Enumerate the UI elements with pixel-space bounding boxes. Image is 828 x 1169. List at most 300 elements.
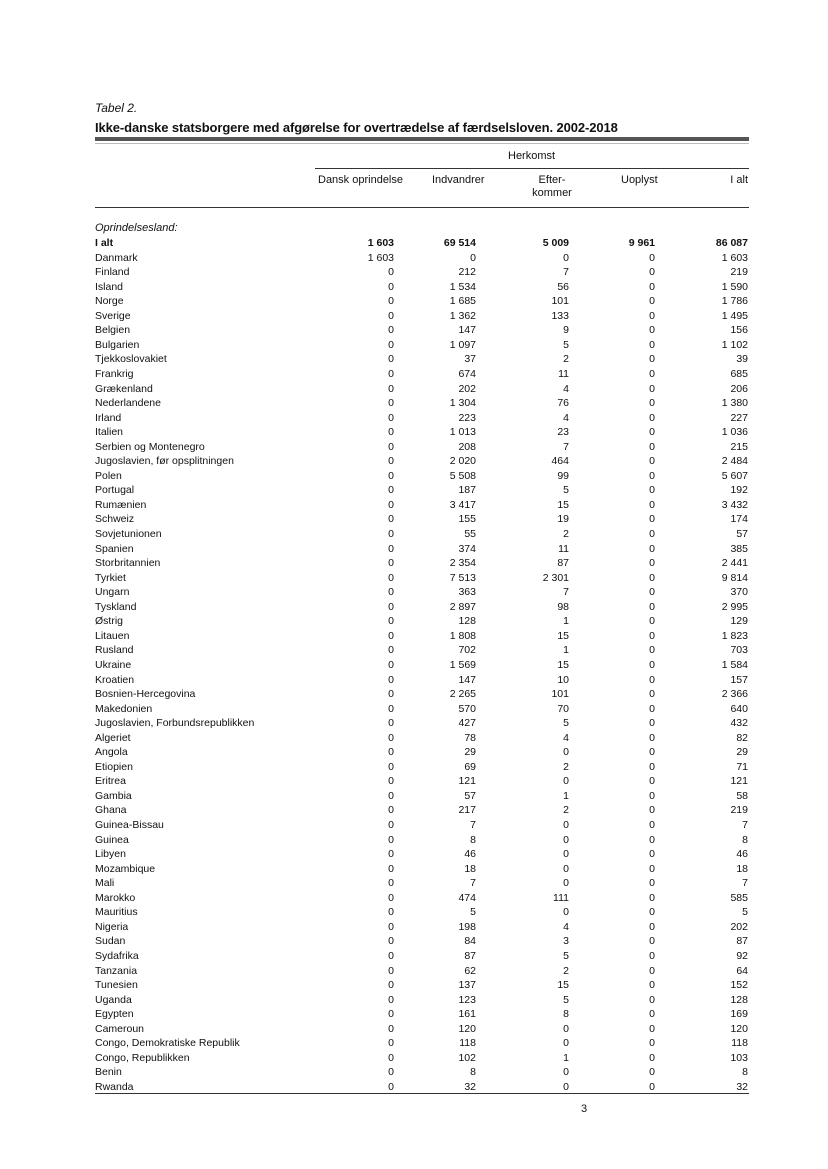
row-country-name: Tanzania [95,964,138,977]
table-row [0,964,828,978]
row-value-cell: 0 [388,295,394,308]
row-value-cell: 0 [649,1008,655,1021]
row-value-cell: 0 [470,251,476,264]
row-value-cell: 4 [563,411,569,424]
table-row [0,483,828,497]
row-value-cell: 174 [730,513,748,526]
table-row [0,949,828,963]
row-value-cell: 5 [563,338,569,351]
row-value-cell: 702 [458,644,476,657]
row-value-cell: 2 484 [721,455,748,468]
row-value-cell: 685 [730,367,748,380]
row-value-cell: 0 [563,819,569,831]
row-value-cell: 0 [649,440,655,453]
row-value-cell: 46 [736,848,748,861]
row-value-cell: 0 [388,993,394,1006]
table-row [0,280,828,294]
row-country-name: Rwanda [95,1080,134,1093]
row-value-cell: 0 [388,280,394,293]
row-country-name: Congo, Republikken [95,1051,190,1064]
row-value-cell: 2 897 [449,600,476,613]
row-value-cell: 0 [649,964,655,977]
row-value-cell: 70 [557,702,569,715]
row-value-cell: 427 [458,717,476,730]
row-value-cell: 55 [464,528,476,540]
row-value-cell: 147 [458,324,476,337]
row-value-cell: 0 [388,542,394,555]
row-value-cell: 2 441 [721,557,748,570]
row-value-cell: 0 [388,513,394,526]
table-row [0,658,828,672]
table-row [0,789,828,803]
row-country-name: Mali [95,877,115,890]
row-country-name: Litauen [95,629,130,642]
column-header-dansk-oprindelse: Dansk oprindelse [318,174,403,186]
row-value-cell: 62 [464,964,476,977]
row-country-name: Ungarn [95,586,130,599]
row-value-cell: 0 [388,309,394,322]
row-value-cell: 1 304 [449,397,476,410]
row-value-cell: 0 [649,469,655,482]
row-value-cell: 0 [388,935,394,948]
row-country-name: Serbien og Montenegro [95,440,205,453]
table-row [0,862,828,876]
row-value-cell: 46 [464,848,476,861]
row-value-cell: 0 [388,629,394,642]
row-value-cell: 0 [649,513,655,526]
row-country-name: Ghana [95,804,127,817]
row-value-cell: 0 [563,1066,569,1079]
row-value-cell: 0 [388,426,394,439]
row-country-name: Belgien [95,324,131,337]
row-value-cell: 0 [388,731,394,744]
row-value-cell: 432 [730,717,748,730]
row-value-cell: 1 603 [367,251,394,264]
table-row [0,309,828,323]
row-value-cell: 11 [558,367,569,380]
row-value-cell: 8 [470,1066,476,1079]
row-value-cell: 1 [563,644,569,657]
row-country-name: Sydafrika [95,949,139,962]
row-value-cell: 208 [458,440,476,453]
row-value-cell: 71 [736,760,748,773]
row-value-cell: 0 [649,629,655,642]
row-value-cell: 103 [730,1051,748,1064]
table-row [0,512,828,526]
row-value-cell: 0 [388,469,394,482]
row-value-cell: 0 [388,1066,394,1079]
row-value-cell: 78 [464,731,476,744]
row-country-name: Grækenland [95,382,153,395]
row-value-cell: 0 [649,935,655,948]
row-value-cell: 2 265 [449,688,476,701]
row-value-cell: 0 [649,702,655,715]
row-value-cell: 0 [388,266,394,279]
row-country-name: Libyen [95,848,126,861]
row-country-name: Cameroun [95,1022,145,1035]
row-value-cell: 5 [563,484,569,497]
row-value-cell: 129 [730,615,748,628]
row-value-cell: 0 [563,775,569,788]
row-value-cell: 703 [730,644,748,657]
table-row [0,585,828,599]
row-value-cell: 8 [563,1008,569,1021]
row-value-cell: 0 [388,338,394,351]
row-country-name: Italien [95,426,124,439]
row-value-cell: 0 [388,789,394,802]
row-value-cell: 1 808 [449,629,476,642]
row-country-name: Bulgarien [95,338,140,351]
row-value-cell: 385 [730,542,748,555]
row-value-cell: 118 [731,1037,748,1050]
table-row [0,731,828,745]
row-country-name: Congo, Demokratiske Republik [95,1037,240,1050]
row-country-name: Rusland [95,644,134,657]
row-value-cell: 1 [563,1051,569,1064]
row-value-cell: 202 [730,920,748,933]
table-row [0,411,828,425]
row-country-name: Tunesien [95,979,138,992]
row-country-name: Finland [95,266,130,279]
row-value-cell: 5 607 [721,469,748,482]
row-value-cell: 87 [557,557,569,570]
row-value-cell: 0 [388,411,394,424]
row-value-cell: 1 102 [721,338,748,351]
row-value-cell: 0 [388,717,394,730]
row-country-name: Frankrig [95,367,134,380]
row-value-cell: 0 [649,1066,655,1079]
row-value-cell: 0 [388,877,394,890]
row-value-cell: 0 [649,920,655,933]
row-value-cell: 192 [730,484,748,497]
row-value-cell: 8 [470,833,476,846]
row-value-cell: 86 087 [715,237,748,249]
row-value-cell: 1 036 [721,426,748,439]
row-value-cell: 15 [557,979,569,992]
table-row [0,1051,828,1065]
row-value-cell: 206 [730,382,748,395]
row-value-cell: 0 [388,891,394,904]
row-value-cell: 7 [742,819,748,831]
row-value-cell: 18 [464,862,476,875]
row-country-name: Island [95,280,124,293]
row-value-cell: 0 [649,877,655,890]
row-value-cell: 0 [649,484,655,497]
row-country-name: Algeriet [95,731,131,744]
row-value-cell: 464 [551,455,569,468]
row-value-cell: 1 590 [721,280,748,293]
row-value-cell: 0 [563,1037,569,1050]
row-value-cell: 212 [458,266,476,279]
row-value-cell: 121 [730,775,748,788]
row-value-cell: 64 [736,964,748,977]
row-value-cell: 5 [563,949,569,962]
row-value-cell: 0 [649,1051,655,1064]
row-value-cell: 137 [458,979,476,992]
row-value-cell: 0 [649,586,655,599]
column-header-uoplyst: Uoplyst [621,174,658,186]
row-value-cell: 2 [563,528,569,540]
row-value-cell: 121 [458,775,476,788]
table-row [0,1065,828,1079]
row-value-cell: 39 [736,353,748,366]
row-value-cell: 1 603 [721,251,748,264]
table-row [0,1007,828,1021]
row-country-name: Polen [95,469,122,482]
row-country-name: Tjekkoslovakiet [95,353,167,366]
row-value-cell: 0 [388,586,394,599]
row-value-cell: 3 417 [449,498,476,511]
row-value-cell: 0 [649,542,655,555]
row-value-cell: 0 [388,440,394,453]
row-value-cell: 9 [563,324,569,337]
row-value-cell: 0 [649,455,655,468]
row-value-cell: 1 569 [449,658,476,671]
row-value-cell: 363 [458,586,476,599]
row-value-cell: 0 [388,382,394,395]
row-value-cell: 0 [649,891,655,904]
row-value-cell: 3 432 [721,498,748,511]
table-row [0,323,828,337]
row-value-cell: 123 [458,993,476,1006]
row-country-name: Østrig [95,615,124,628]
row-value-cell: 102 [458,1051,476,1064]
table-row [0,440,828,454]
row-country-name: Irland [95,411,122,424]
row-value-cell: 0 [649,528,655,540]
row-country-name: Spanien [95,542,134,555]
row-value-cell: 0 [388,979,394,992]
row-value-cell: 157 [730,673,748,686]
row-country-name: Uganda [95,993,132,1006]
row-value-cell: 0 [649,571,655,584]
table-row [0,687,828,701]
row-value-cell: 0 [649,979,655,992]
row-value-cell: 0 [649,862,655,875]
row-value-cell: 0 [649,600,655,613]
row-value-cell: 219 [730,804,748,817]
row-value-cell: 0 [388,498,394,511]
table-row [0,876,828,890]
row-value-cell: 23 [557,426,569,439]
row-value-cell: 0 [388,324,394,337]
row-country-name: Angola [95,746,128,759]
row-value-cell: 120 [730,1022,748,1035]
row-value-cell: 202 [458,382,476,395]
row-country-name: Mozambique [95,862,156,875]
row-value-cell: 0 [388,615,394,628]
row-value-cell: 640 [730,702,748,715]
table-row [0,367,828,381]
table-row [0,1022,828,1036]
row-country-name: Tyrkiet [95,571,126,584]
row-value-cell: 0 [388,964,394,977]
column-header-i-alt: I alt [730,174,748,186]
row-value-cell: 0 [388,484,394,497]
row-value-cell: 0 [563,848,569,861]
row-value-cell: 128 [458,615,476,628]
row-value-cell: 4 [563,731,569,744]
table-row [0,600,828,614]
row-country-name: Nederlandene [95,397,161,410]
row-country-name: Sovjetunionen [95,528,162,540]
row-value-cell: 15 [557,498,569,511]
row-value-cell: 0 [649,746,655,759]
row-value-cell: 215 [730,440,748,453]
row-value-cell: 223 [458,411,476,424]
table-row [0,542,828,556]
row-value-cell: 0 [388,906,394,919]
row-value-cell: 84 [464,935,476,948]
row-value-cell: 0 [388,746,394,759]
row-country-name: I alt [95,237,114,249]
row-value-cell: 15 [557,658,569,671]
row-value-cell: 2 [563,760,569,773]
row-value-cell: 0 [388,862,394,875]
row-value-cell: 0 [649,673,655,686]
row-value-cell: 0 [649,353,655,366]
row-value-cell: 1 495 [721,309,748,322]
table-row [0,382,828,396]
page-number: 3 [581,1103,588,1115]
row-value-cell: 0 [649,397,655,410]
row-value-cell: 32 [736,1080,748,1093]
row-value-cell: 0 [649,367,655,380]
row-country-name: Bosnien-Hercegovina [95,688,196,701]
row-value-cell: 370 [730,586,748,599]
row-value-cell: 0 [649,804,655,817]
row-value-cell: 0 [563,251,569,264]
row-value-cell: 69 514 [443,237,476,249]
row-value-cell: 10 [557,673,569,686]
title-rule [95,137,749,141]
row-value-cell: 101 [551,688,569,701]
table-row [0,745,828,759]
row-value-cell: 18 [736,862,748,875]
row-value-cell: 0 [649,280,655,293]
row-country-name: Etiopien [95,760,133,773]
row-value-cell: 1 584 [721,658,748,671]
row-value-cell: 37 [464,353,476,366]
table-row [0,643,828,657]
row-value-cell: 0 [649,1080,655,1093]
row-value-cell: 8 [742,833,748,846]
row-country-name: Makedonien [95,702,153,715]
row-value-cell: 5 [470,906,476,919]
row-value-cell: 99 [557,469,569,482]
table-row [0,527,828,541]
row-value-cell: 128 [730,993,748,1006]
row-value-cell: 0 [388,658,394,671]
row-value-cell: 56 [557,280,569,293]
row-value-cell: 0 [388,644,394,657]
row-value-cell: 0 [649,382,655,395]
row-value-cell: 0 [388,397,394,410]
row-country-name: Gambia [95,789,132,802]
row-country-name: Mauritius [95,906,138,919]
row-value-cell: 87 [464,949,476,962]
row-value-cell: 0 [388,949,394,962]
table-row [0,396,828,410]
row-value-cell: 0 [388,1080,394,1093]
row-value-cell: 0 [563,1022,569,1035]
row-value-cell: 0 [388,819,394,831]
table-row [0,905,828,919]
title-rule-thin [95,143,749,144]
row-value-cell: 133 [551,309,569,322]
table-row [0,847,828,861]
row-value-cell: 0 [388,528,394,540]
row-value-cell: 0 [388,688,394,701]
row-value-cell: 8 [742,1066,748,1079]
row-value-cell: 9 814 [721,571,748,584]
row-value-cell: 1 [563,789,569,802]
row-value-cell: 0 [388,702,394,715]
row-country-name: Schweiz [95,513,135,526]
table-row [0,702,828,716]
row-value-cell: 120 [458,1022,476,1035]
row-value-cell: 19 [557,513,569,526]
row-value-cell: 76 [557,397,569,410]
table-row [0,469,828,483]
row-value-cell: 0 [388,1022,394,1035]
table-row [0,716,828,730]
row-value-cell: 0 [649,717,655,730]
row-value-cell: 585 [730,891,748,904]
table-row [0,1080,828,1094]
row-value-cell: 57 [736,528,748,540]
row-value-cell: 1 786 [721,295,748,308]
row-value-cell: 0 [649,775,655,788]
table-row [0,673,828,687]
row-value-cell: 4 [563,920,569,933]
row-value-cell: 2 301 [542,571,569,584]
column-header-indvandrer: Indvandrer [432,174,485,186]
row-value-cell: 0 [649,949,655,962]
row-value-cell: 0 [388,557,394,570]
row-country-name: Danmark [95,251,138,264]
row-value-cell: 0 [649,906,655,919]
table-row [0,425,828,439]
row-value-cell: 0 [649,615,655,628]
row-value-cell: 0 [388,673,394,686]
row-value-cell: 0 [649,266,655,279]
row-value-cell: 1 [563,615,569,628]
row-value-cell: 7 [563,440,569,453]
row-value-cell: 156 [730,324,748,337]
table-row [0,265,828,279]
row-value-cell: 0 [388,1051,394,1064]
row-value-cell: 69 [464,760,476,773]
row-value-cell: 0 [649,295,655,308]
table-row [0,556,828,570]
table-row [0,498,828,512]
table-bottom-rule [95,1093,749,1094]
row-value-cell: 11 [558,542,569,555]
row-value-cell: 7 [563,586,569,599]
row-value-cell: 0 [649,644,655,657]
table-row [0,833,828,847]
row-value-cell: 0 [563,877,569,890]
row-value-cell: 0 [388,920,394,933]
row-value-cell: 5 [742,906,748,919]
row-value-cell: 2 366 [721,688,748,701]
table-row [0,614,828,628]
section-label-oprindelsesland: Oprindelsesland: [95,222,178,234]
row-value-cell: 147 [458,673,476,686]
row-country-name: Marokko [95,891,136,904]
row-value-cell: 155 [458,513,476,526]
